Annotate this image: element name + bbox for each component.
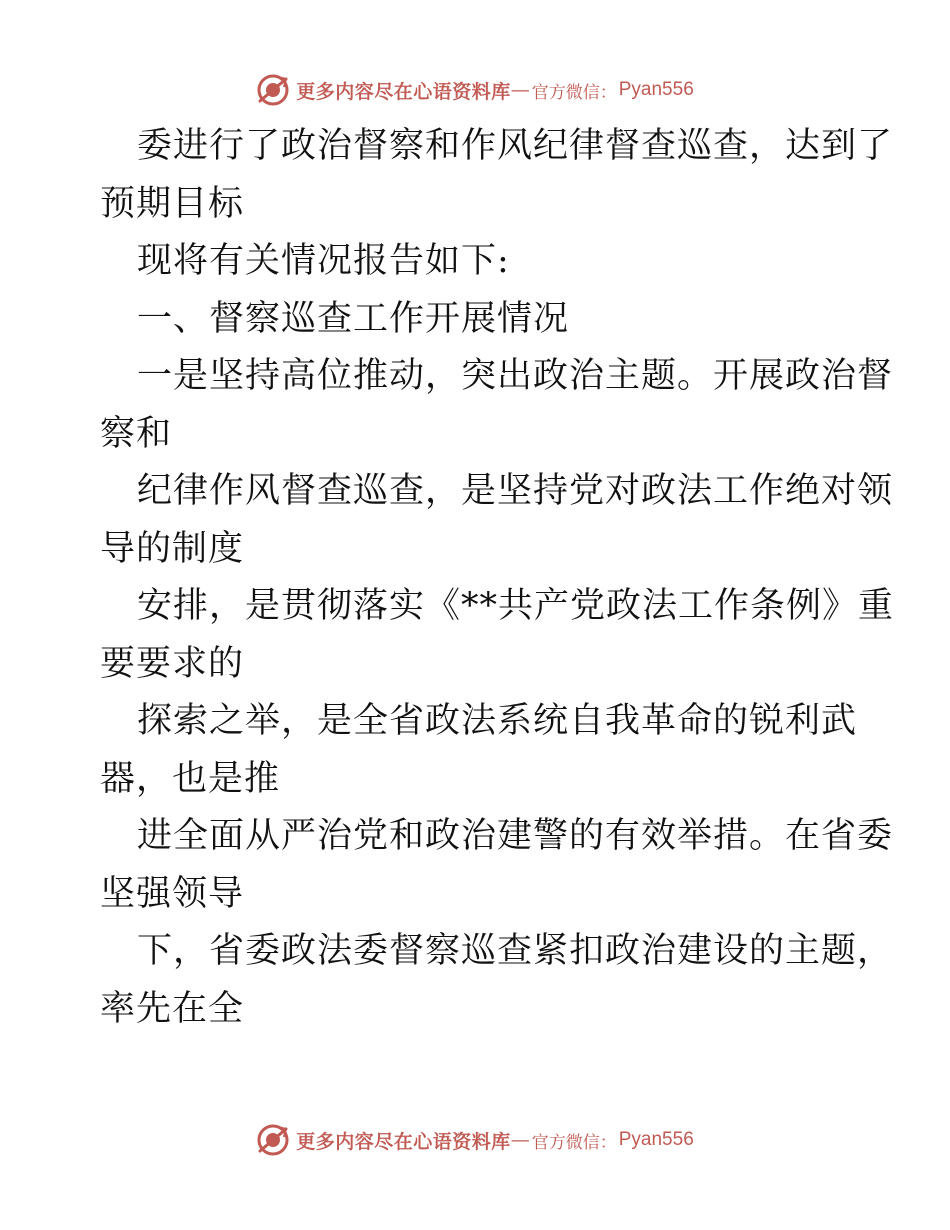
header-banner-text: 更多内容尽在心语资料库 bbox=[296, 80, 511, 103]
section-heading: 一、督察巡查工作开展情况 bbox=[137, 298, 570, 339]
header-banner-separator: — bbox=[510, 79, 530, 101]
brand-logo-icon bbox=[256, 1123, 290, 1157]
header-banner bbox=[0, 70, 950, 110]
paragraph-line: 下，省委政法委督察巡查紧扣政治建设的主题， bbox=[137, 931, 894, 971]
footer-banner-separator: — bbox=[510, 1129, 530, 1151]
paragraph-line: 一是坚持高位推动，突出政治主题。开展政治督 bbox=[137, 356, 894, 396]
header-wechat-label: 官方微信： bbox=[531, 82, 617, 103]
paragraph-line: 委进行了政治督察和作风纪律督查巡查，达到了 bbox=[137, 126, 894, 166]
paragraph-line: 察和 bbox=[100, 413, 173, 454]
document-body bbox=[100, 118, 895, 1038]
paragraph-line: 进全面从严治党和政治建警的有效举措。在省委 bbox=[137, 816, 894, 856]
paragraph-line: 安排，是贯彻落实《**共产党政法工作条例》重 bbox=[137, 586, 895, 626]
paragraph-line: 探索之举，是全省政法系统自我革命的锐利武 bbox=[137, 701, 858, 741]
paragraph-line: 导的制度 bbox=[100, 528, 245, 569]
footer-wechat-id: Pyan556 bbox=[618, 1129, 694, 1150]
footer-banner-text: 更多内容尽在心语资料库 bbox=[296, 1130, 511, 1153]
paragraph-line: 器，也是推 bbox=[100, 758, 281, 799]
paragraph-line: 坚强领导 bbox=[100, 873, 245, 914]
paragraph-line: 预期目标 bbox=[100, 183, 245, 224]
paragraph-line: 率先在全 bbox=[100, 988, 245, 1029]
header-wechat-id: Pyan556 bbox=[618, 79, 694, 100]
brand-logo-icon bbox=[256, 73, 290, 107]
footer-wechat-label: 官方微信： bbox=[531, 1132, 617, 1153]
footer-banner bbox=[0, 1120, 950, 1160]
paragraph-line: 现将有关情况报告如下: bbox=[137, 241, 510, 281]
paragraph-line: 纪律作风督查巡查，是坚持党对政法工作绝对领 bbox=[137, 471, 894, 511]
paragraph-line: 要要求的 bbox=[100, 643, 245, 684]
